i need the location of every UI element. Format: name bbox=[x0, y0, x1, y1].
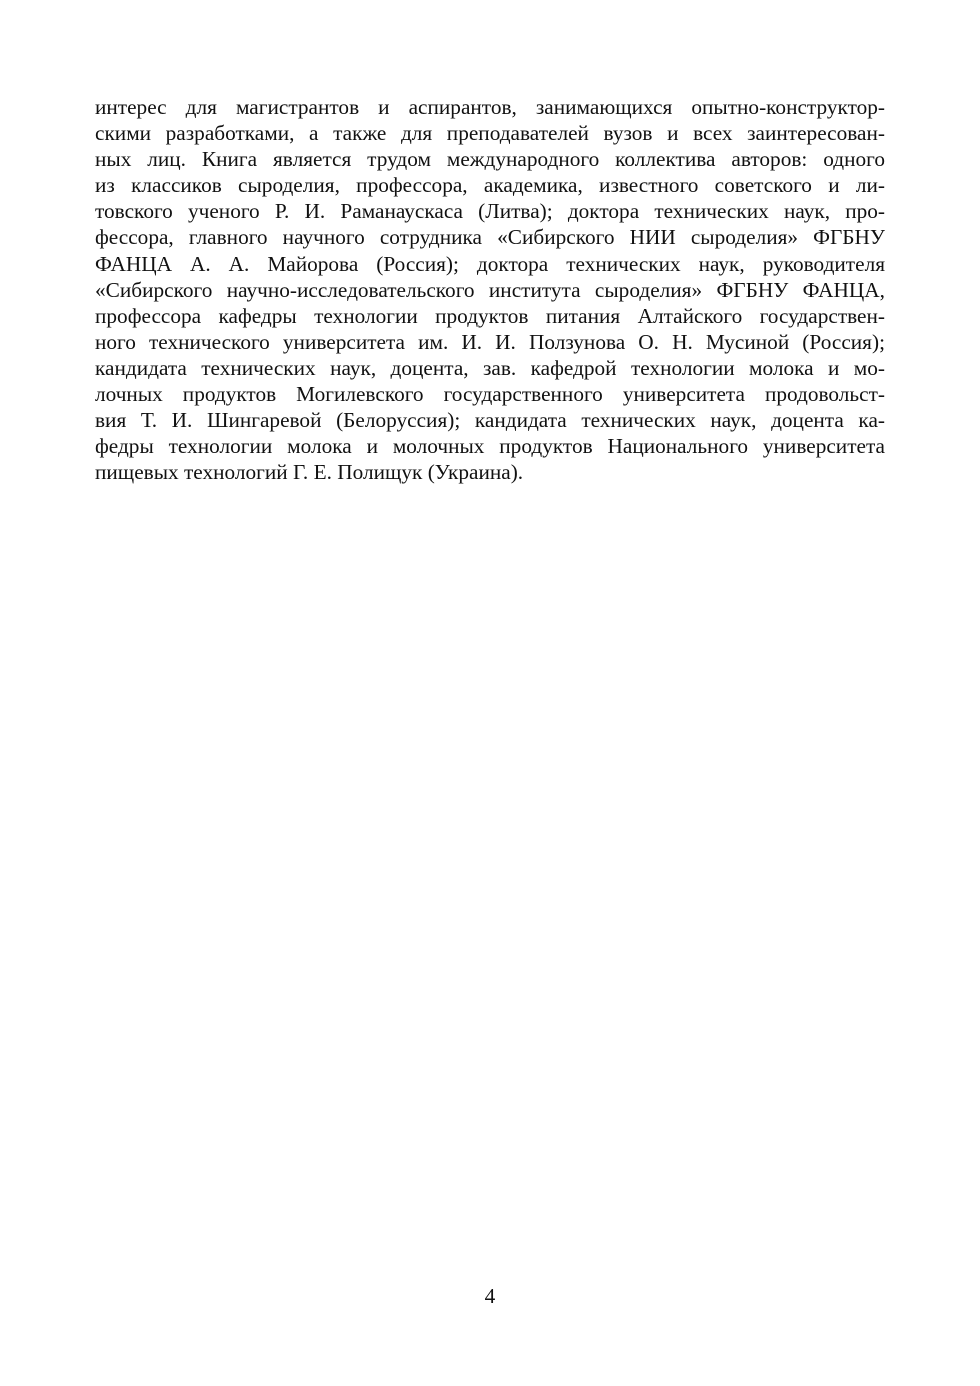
text-line: лочных продуктов Могилевского государственного университета продовольст- bbox=[95, 382, 885, 407]
text-line-last: пищевых технологий Г. Е. Полищук (Украина). bbox=[95, 460, 524, 485]
text-line: профессора кафедры технологии продуктов питания Алтайского государствен- bbox=[95, 303, 885, 328]
text-line: скими разработками, а также для преподавателей вузов и всех заинтересован- bbox=[95, 121, 885, 146]
text-line: кандидата технических наук, доцента, зав. кафедрой технологии молока и мо- bbox=[95, 355, 885, 380]
page-number: 4 bbox=[484, 1284, 496, 1308]
body-paragraph bbox=[95, 94, 885, 485]
text-line: товского ученого Р. И. Раманаускаса (Литва); доктора технических наук, про- bbox=[95, 199, 885, 224]
text-line: ного технического университета им. И. И. Ползунова О. Н. Мусиной (Россия); bbox=[95, 329, 885, 354]
text-line: ФАНЦА А. А. Майорова (Россия); доктора технических наук, руководителя bbox=[95, 251, 885, 276]
text-line: федры технологии молока и молочных продуктов Национального университета bbox=[95, 434, 885, 459]
text-line: «Сибирского научно-исследовательского института сыроделия» ФГБНУ ФАНЦА, bbox=[95, 277, 885, 302]
text-line: фессора, главного научного сотрудника «Сибирского НИИ сыроделия» ФГБНУ bbox=[95, 225, 885, 250]
text-line: ных лиц. Книга является трудом международного коллектива авторов: одного bbox=[95, 147, 885, 172]
text-line: интерес для магистрантов и аспирантов, занимающихся опытно-конструктор- bbox=[95, 95, 885, 119]
text-line: вия Т. И. Шингаревой (Белоруссия); кандидата технических наук, доцента ка- bbox=[95, 408, 885, 433]
text-line: из классиков сыроделия, профессора, академика, известного советского и ли- bbox=[95, 173, 885, 198]
